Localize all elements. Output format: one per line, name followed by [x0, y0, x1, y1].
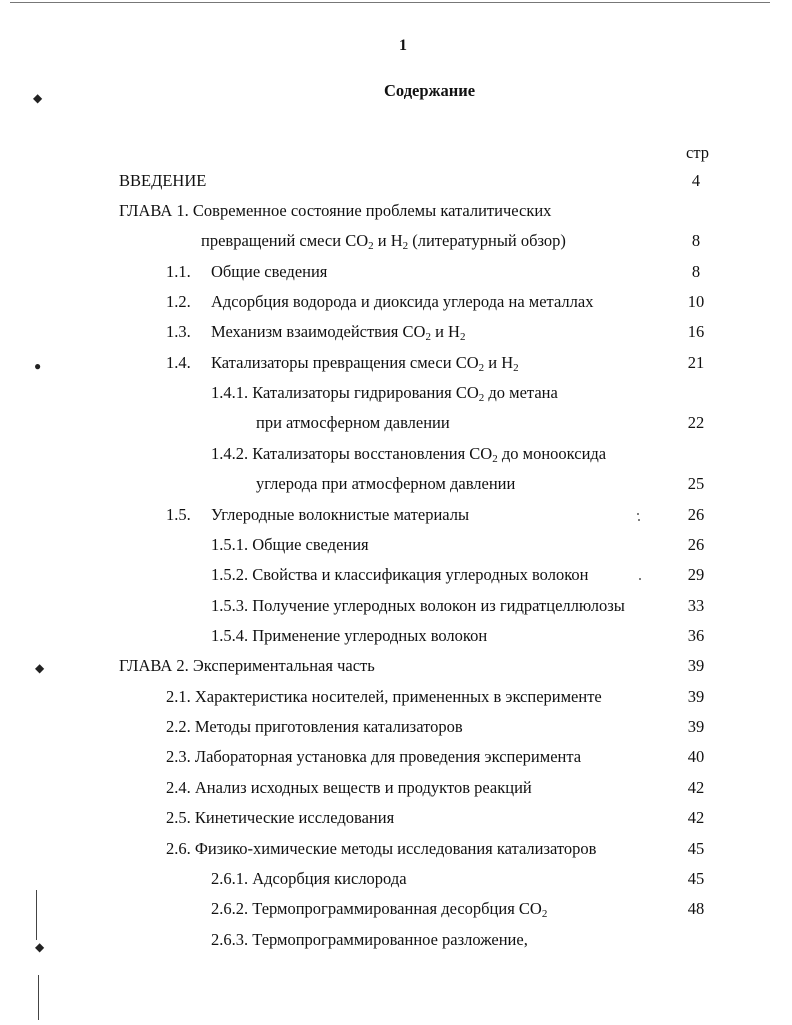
scan-edge-mark: [38, 975, 39, 1020]
toc-section-number: 1.2.: [166, 292, 191, 311]
toc-entry: 1.5.3. Получение углеродных волокон из гидратцеллюлозы: [211, 596, 625, 615]
toc-entry: 1.4.1. Катализаторы гидрирования $CO_2$ до метана: [211, 383, 558, 404]
toc-entry: 2.6.1. Адсорбция кислорода: [211, 869, 407, 888]
toc-entry: Катализаторы превращения смеси $CO_2$ и $H_2$: [211, 353, 519, 374]
toc-page: 33: [687, 596, 705, 615]
toc-entry: 2.6.2. Термопрограммированная десорбция $CO_2$: [211, 899, 548, 920]
binder-mark-icon: ●: [34, 359, 42, 373]
page-column-header: стр: [686, 143, 709, 162]
scan-top-border: [10, 2, 770, 3]
toc-page: 22: [687, 413, 705, 432]
toc-page: 45: [687, 869, 705, 888]
toc-page: 36: [687, 626, 705, 645]
toc-entry-cont: углерода при атмосферном давлении: [256, 474, 516, 493]
toc-entry: 2.4. Анализ исходных веществ и продуктов реакций: [166, 778, 532, 797]
binder-mark-icon: ◆: [33, 91, 43, 105]
toc-entry: 2.6. Физико-химические методы исследования катализаторов: [166, 839, 597, 858]
toc-entry: 2.2. Методы приготовления катализаторов: [166, 717, 463, 736]
toc-entry: 2.5. Кинетические исследования: [166, 808, 395, 827]
toc-page: 26: [687, 505, 705, 524]
toc-page: 16: [687, 322, 705, 341]
toc-entry: Общие сведения: [211, 262, 328, 281]
binder-mark-icon: ◆: [35, 940, 45, 954]
toc-page: 42: [687, 778, 705, 797]
toc-page: 39: [687, 687, 705, 706]
toc-page: 42: [687, 808, 705, 827]
toc-entry-introduction: ВВЕДЕНИЕ: [119, 171, 207, 190]
page-number: 1: [399, 37, 407, 54]
binder-mark-icon: ◆: [35, 661, 45, 675]
toc-entry-chapter-2: ГЛАВА 2. Экспериментальная часть: [119, 656, 375, 675]
scan-speck: [637, 513, 639, 515]
toc-entry-cont: при атмосферном давлении: [256, 413, 450, 432]
toc-section-number: 1.1.: [166, 262, 191, 281]
toc-page: 25: [687, 474, 705, 493]
toc-page: 40: [687, 747, 705, 766]
toc-entry: Механизм взаимодействия $CO_2$ и $H_2$: [211, 322, 466, 343]
toc-section-number: 1.4.: [166, 353, 191, 372]
toc-page: 26: [687, 535, 705, 554]
scan-speck: [639, 578, 641, 580]
toc-entry: 1.5.4. Применение углеродных волокон: [211, 626, 488, 645]
toc-page: 29: [687, 565, 705, 584]
toc-page: 45: [687, 839, 705, 858]
toc-page: 10: [687, 292, 705, 311]
toc-entry: Адсорбция водорода и диоксида углерода на металлах: [211, 292, 594, 311]
toc-entry: Углеродные волокнистые материалы: [211, 505, 470, 524]
toc-entry: 1.5.1. Общие сведения: [211, 535, 369, 554]
scan-edge-mark: [36, 890, 37, 940]
toc-entry: 1.5.2. Свойства и классификация углеродных волокон: [211, 565, 589, 584]
scan-speck: [638, 519, 640, 521]
toc-entry: 2.3. Лабораторная установка для проведения эксперимента: [166, 747, 582, 766]
toc-entry-chapter-1-cont: превращений смеси $CO_2$ и $H_2$ (литературный обзор): [201, 231, 566, 252]
toc-page: 8: [691, 231, 701, 250]
toc-entry: 2.1. Характеристика носителей, примененных в эксперименте: [166, 687, 602, 706]
toc-section-number: 1.3.: [166, 322, 191, 341]
toc-section-number: 1.5.: [166, 505, 191, 524]
toc-page: 8: [691, 262, 701, 281]
toc-entry: 2.6.3. Термопрограммированное разложение,: [211, 930, 528, 949]
toc-page: 39: [687, 717, 705, 736]
toc-page: 48: [687, 899, 705, 918]
page-title: Содержание: [384, 81, 476, 100]
toc-entry-chapter-1: ГЛАВА 1. Современное состояние проблемы каталитических: [119, 201, 552, 220]
toc-page: 39: [687, 656, 705, 675]
toc-page: 21: [687, 353, 705, 372]
toc-page: 4: [691, 171, 701, 190]
toc-entry: 1.4.2. Катализаторы восстановления $CO_2$ до монооксида: [211, 444, 607, 465]
